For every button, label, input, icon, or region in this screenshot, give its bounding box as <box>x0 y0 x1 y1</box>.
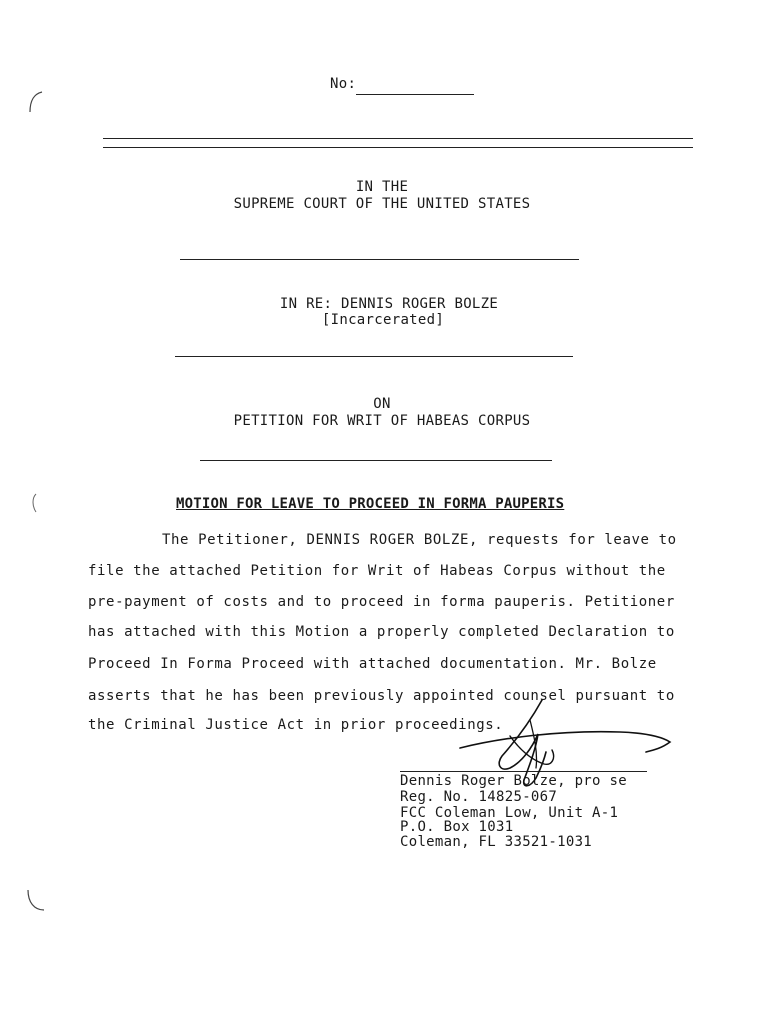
signature-facility: FCC Coleman Low, Unit A-1 <box>400 805 619 821</box>
scan-mark-bottom <box>22 886 52 916</box>
signature-reg: Reg. No. 14825-067 <box>400 789 558 805</box>
body-line-3: pre-payment of costs and to proceed in forma pauperis. Petitioner <box>88 594 675 610</box>
body-line-4: has attached with this Motion a properly completed Declaration to <box>88 624 675 640</box>
case-number-label: No: <box>330 76 357 92</box>
court-rule <box>180 259 579 260</box>
petition-rule <box>200 460 552 461</box>
court-line-2: SUPREME COURT OF THE UNITED STATES <box>233 196 531 212</box>
court-line-1: IN THE <box>355 179 409 195</box>
body-line-1: The Petitioner, DENNIS ROGER BOLZE, requests for leave to <box>162 532 677 548</box>
in-re-line: IN RE: DENNIS ROGER BOLZE <box>279 296 499 312</box>
body-line-5: Proceed In Forma Proceed with attached documentation. Mr. Bolze <box>88 656 657 672</box>
in-re-rule <box>175 356 573 357</box>
petition-line-1: ON <box>373 396 391 412</box>
top-rule-1 <box>103 138 693 139</box>
signature-city: Coleman, FL 33521-1031 <box>400 834 593 850</box>
top-rule-2 <box>103 147 693 148</box>
body-line-7: the Criminal Justice Act in prior proceedings. <box>88 717 504 733</box>
handwritten-signature <box>440 690 680 810</box>
scan-mark-top <box>24 88 54 118</box>
scan-mark-middle <box>26 492 46 516</box>
incarcerated-status: [Incarcerated] <box>321 312 445 328</box>
body-line-6: asserts that he has been previously appointed counsel pursuant to <box>88 688 675 704</box>
case-number-blank <box>356 94 474 95</box>
signature-po-box: P.O. Box 1031 <box>400 819 514 835</box>
body-line-2: file the attached Petition for Writ of Habeas Corpus without the <box>88 563 666 579</box>
signature-name: Dennis Roger Bolze, pro se <box>400 773 627 789</box>
petition-line-2: PETITION FOR WRIT OF HABEAS CORPUS <box>233 413 531 429</box>
motion-title: MOTION FOR LEAVE TO PROCEED IN FORMA PAUPERIS <box>176 496 565 512</box>
